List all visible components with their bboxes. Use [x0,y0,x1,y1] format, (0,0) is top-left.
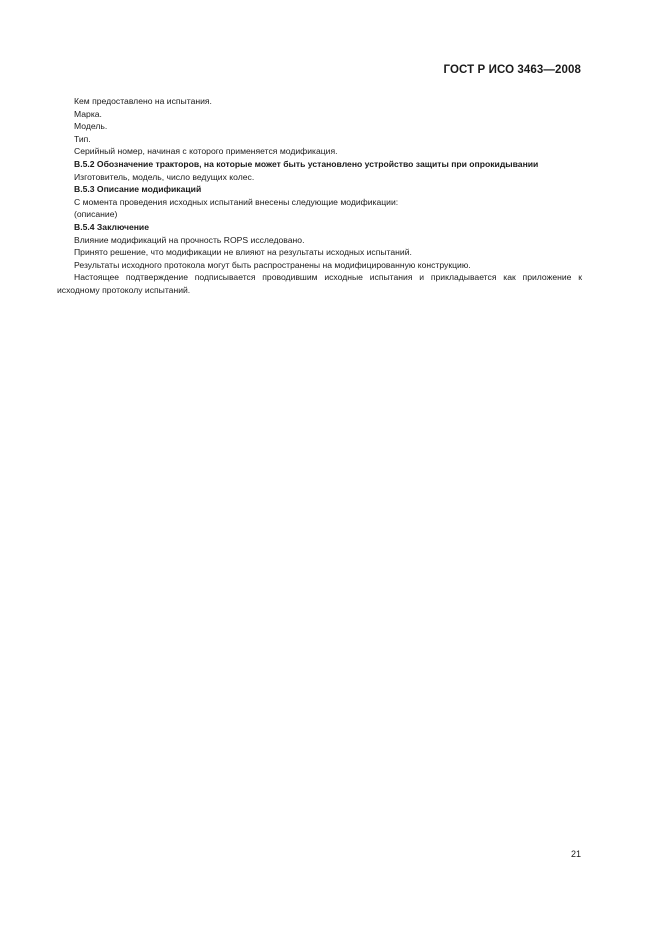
section-b53-text: С момента проведения исходных испытаний внесены следующие модификации: [74,196,399,207]
body-line-brand: Марка. [74,108,102,119]
section-b52-text: Изготовитель, модель, число ведущих колес. [74,171,255,182]
section-b54-heading: В.5.4 Заключение [74,221,149,232]
section-b53-description: (описание) [74,209,118,220]
section-b53-heading: В.5.3 Описание модификаций [74,184,202,195]
section-b54-text-confirmation: Настоящее подтверждение подписывается проводившим исходные испытания и прикладывается как приложение к исходному протоколу испытаний. [57,272,582,295]
section-b54-text-results: Результаты исходного протокола могут быть распространены на модифицированную конструкцию. [74,259,471,270]
body-line-serial-number: Серийный номер, начиная с которого применяется модификация. [74,146,338,157]
section-b52-heading: В.5.2 Обозначение тракторов, на которые может быть установлено устройство защиты при опрокидывании [74,158,539,169]
body-line-submitted-by: Кем предоставлено на испытания. [74,96,212,106]
section-b54-text-influence: Влияние модификаций на прочность ROPS исследовано. [74,234,305,245]
document-body [57,95,582,297]
document-header-title: ГОСТ Р ИСО 3463—2008 [443,64,581,76]
body-line-model: Модель. [74,121,108,132]
page-number: 21 [570,849,581,859]
body-line-type: Тип. [74,133,91,144]
section-b54-text-decision: Принято решение, что модификации не влияют на результаты исходных испытаний. [74,247,412,258]
